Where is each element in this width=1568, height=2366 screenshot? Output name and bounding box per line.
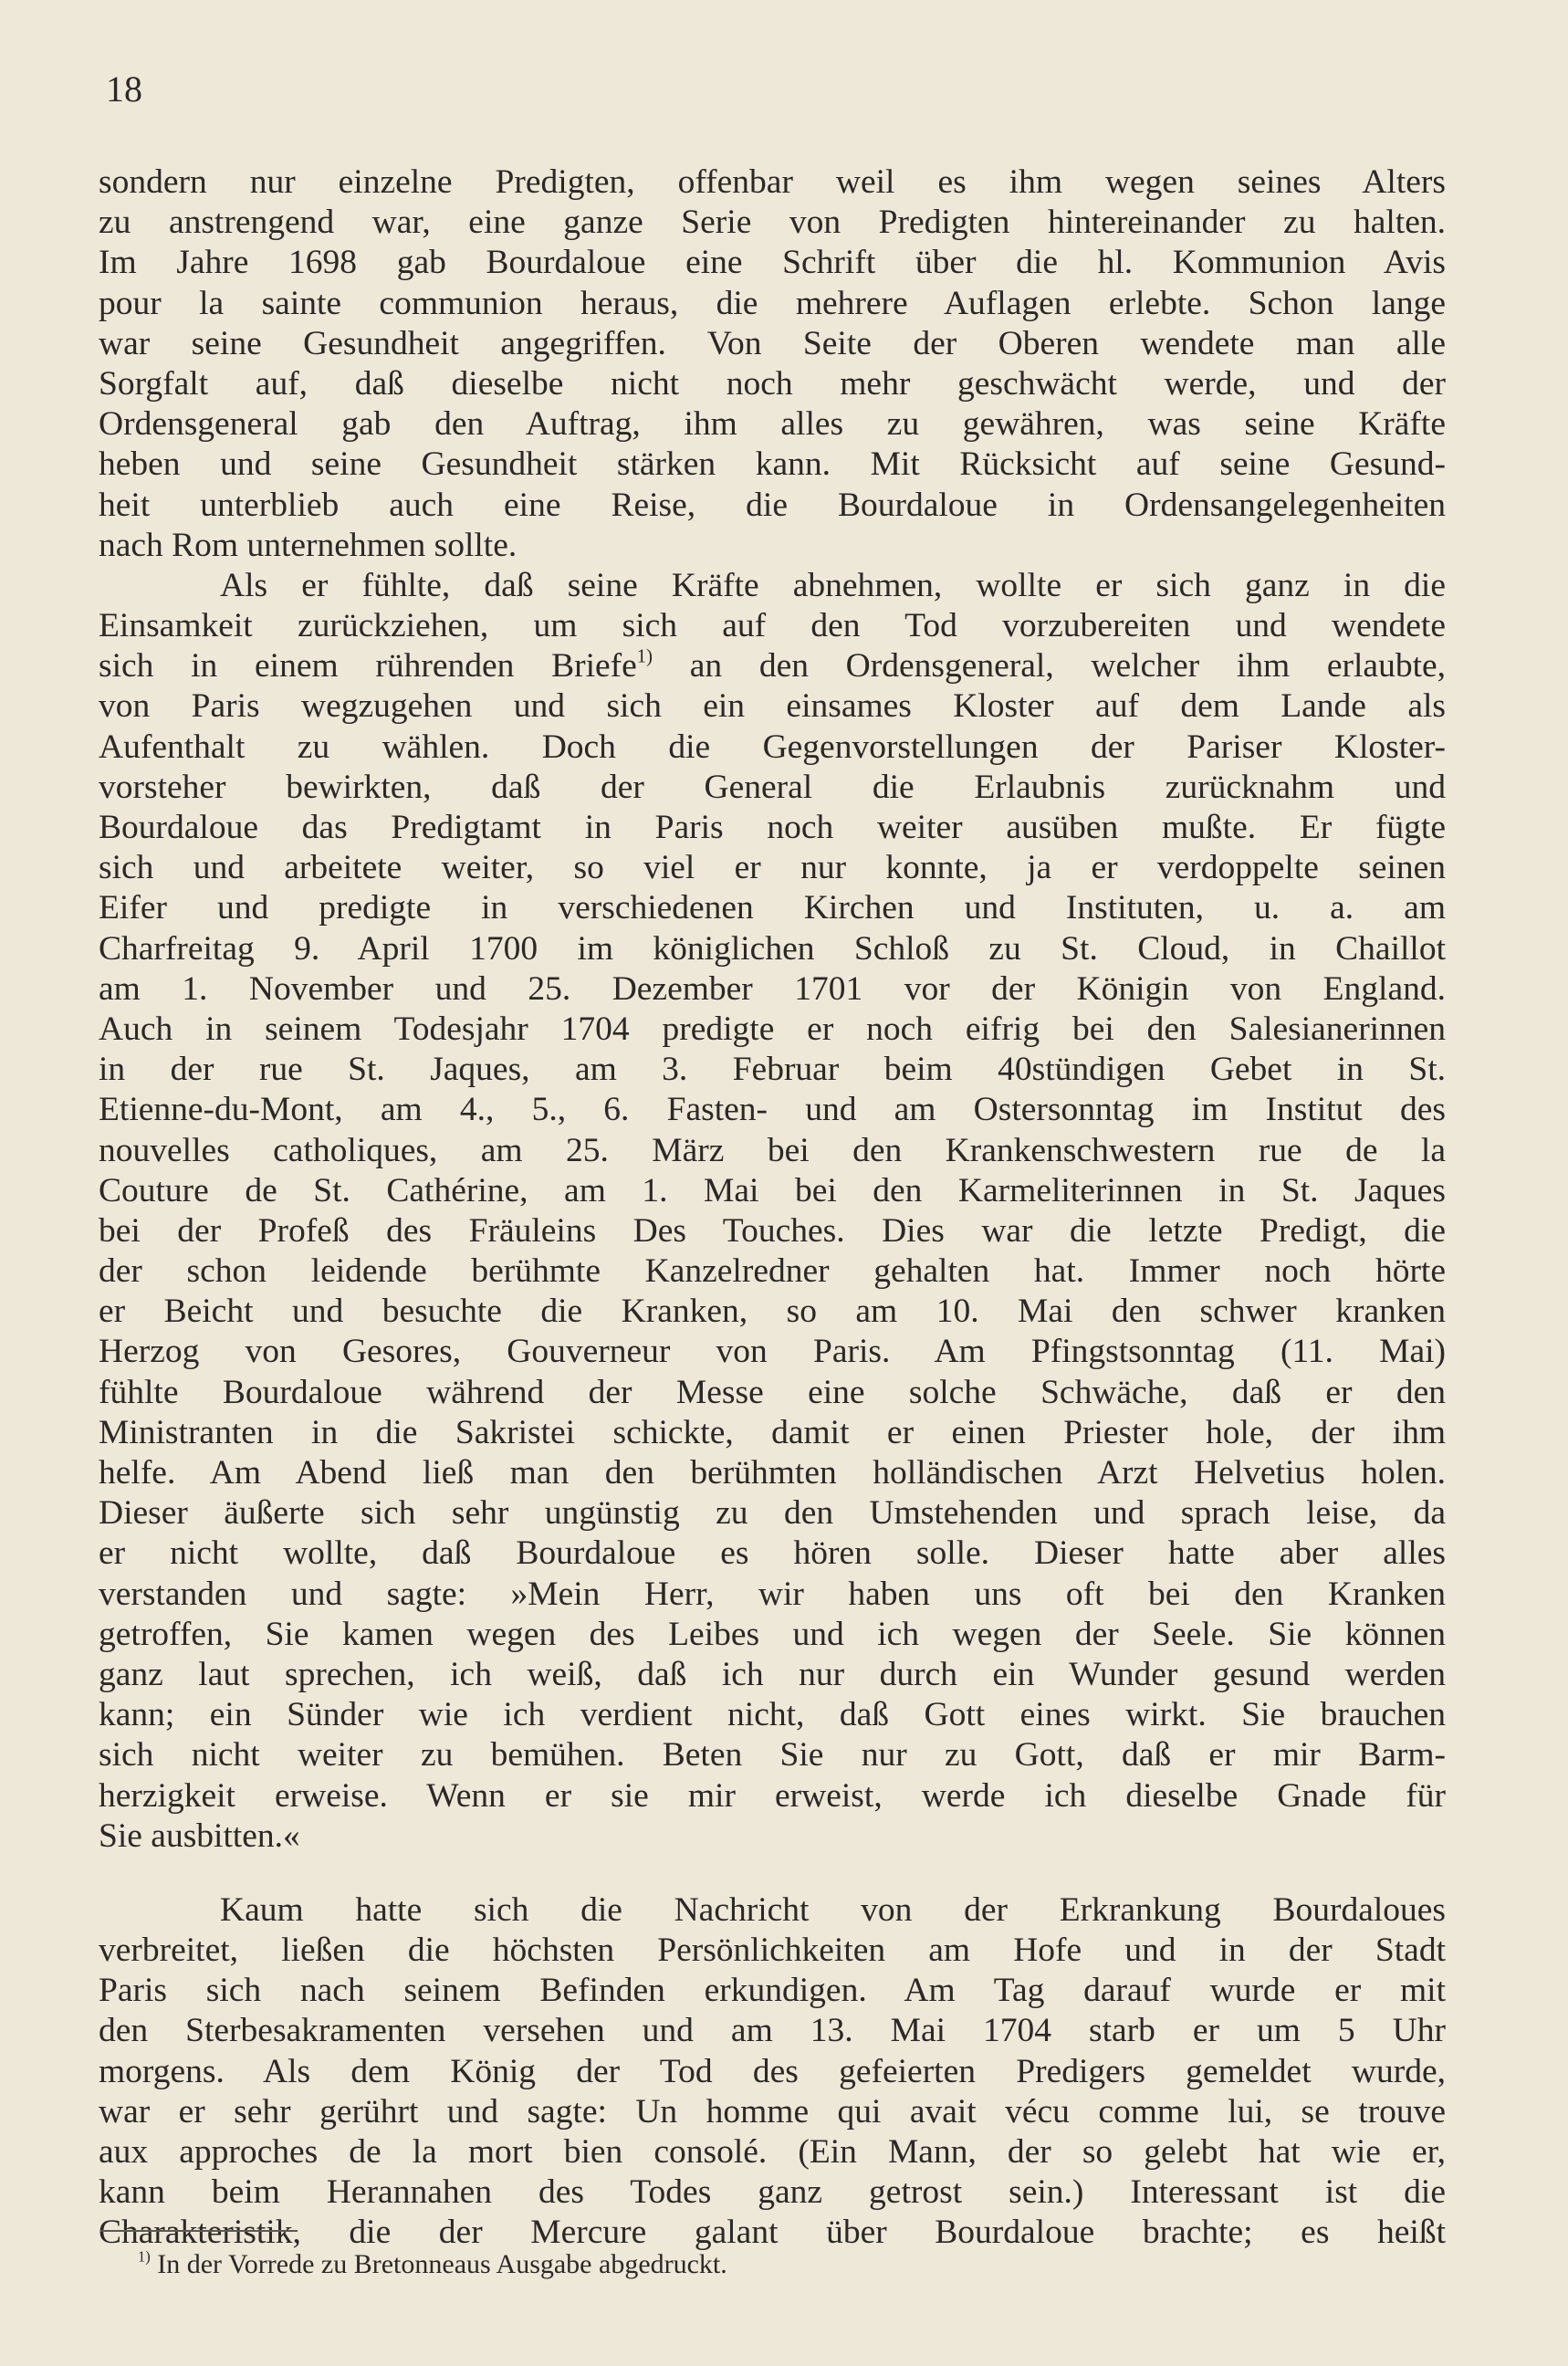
text-line: Charfreitag 9. April 1700 im königlichen Schloß zu St. Cloud, in Chaillot xyxy=(99,929,1446,968)
text-line: Sorgfalt auf, daß dieselbe nicht noch mehr geschwächt werde, und der xyxy=(99,364,1446,403)
text-line: kann; ein Sünder wie ich verdient nicht, daß Gott eines wirkt. Sie brauchen xyxy=(99,1696,1446,1734)
footnote xyxy=(138,2249,727,2279)
page-number: 18 xyxy=(106,68,142,110)
text-line: Herzog von Gesores, Gouverneur von Paris. Am Pfingstsonntag (11. Mai) xyxy=(99,1333,1446,1371)
text-line: vorsteher bewirkten, daß der General die Erlaubnis zurücknahm und xyxy=(99,768,1446,806)
text-line: Eifer und predigte in verschiedenen Kirchen und Instituten, u. a. am xyxy=(99,889,1446,927)
text-line: war seine Gesundheit angegriffen. Von Seite der Oberen wendete man alle xyxy=(99,324,1446,362)
text-line: Dieser äußerte sich sehr ungünstig zu den Umstehenden und sprach leise, da xyxy=(99,1494,1446,1533)
paragraph-gap xyxy=(99,1857,1446,1890)
text-line: verbreitet, ließen die höchsten Persönlichkeiten am Hofe und in der Stadt xyxy=(99,1932,1446,1970)
text-line: ganz laut sprechen, ich weiß, daß ich nur durch ein Wunder gesund werden xyxy=(99,1655,1446,1693)
text-line: Ordensgeneral gab den Auftrag, ihm alles zu gewähren, was seine Kräfte xyxy=(99,405,1446,444)
text-line: nouvelles catholiques, am 25. März bei den Krankenschwestern rue de la xyxy=(99,1131,1446,1169)
main-text xyxy=(99,162,1446,2254)
text-line: heit unterblieb auch eine Reise, die Bourdaloue in Ordensangelegenheiten xyxy=(99,486,1446,524)
text-line: fühlte Bourdaloue während der Messe eine solche Schwäche, daß er den xyxy=(99,1373,1446,1411)
text-line: heben und seine Gesundheit stärken kann. Mit Rücksicht auf seine Gesund- xyxy=(99,445,1446,484)
text-line: zu anstrengend war, eine ganze Serie von Predigten hintereinander zu halten. xyxy=(99,204,1446,242)
footnote-divider xyxy=(100,2230,298,2232)
text-line: Etienne-du-Mont, am 4., 5., 6. Fasten- und am Ostersonntag im Institut des xyxy=(99,1091,1446,1129)
footnote-reference-line xyxy=(99,646,1446,686)
text-line: war er sehr gerührt und sagte: Un homme qui avait vécu comme lui, se trouve xyxy=(99,2092,1446,2130)
text-line: von Paris wegzugehen und sich ein einsames Kloster auf dem Lande als xyxy=(99,687,1446,726)
text-line: nach Rom unternehmen sollte. xyxy=(99,526,517,564)
text-line: am 1. November und 25. Dezember 1701 vor der Königin von England. xyxy=(99,969,1446,1008)
text-line: pour la sainte communion heraus, die mehrere Auflagen erlebte. Schon lange xyxy=(99,284,1446,322)
text-line: morgens. Als dem König der Tod des gefeierten Predigers gemeldet wurde, xyxy=(99,2052,1446,2090)
text-line: verstanden und sagte: »Mein Herr, wir haben uns oft bei den Kranken xyxy=(99,1575,1446,1613)
text-line: bei der Profeß des Fräuleins Des Touches. Dies war die letzte Predigt, die xyxy=(99,1211,1446,1250)
text-line: er Beicht und besuchte die Kranken, so am 10. Mai den schwer kranken xyxy=(99,1293,1446,1331)
footnote-text: In der Vorrede zu Bretonneaus Ausgabe abgedruckt. xyxy=(157,2249,727,2279)
text-line: Sie ausbitten.« xyxy=(99,1816,300,1855)
text-line: Auch in seinem Todesjahr 1704 predigte er noch eifrig bei den Salesianerinnen xyxy=(99,1010,1446,1048)
text-line: Einsamkeit zurückziehen, um sich auf den Tod vorzubereiten und wendete xyxy=(99,607,1446,645)
text-line: kann beim Herannahen des Todes ganz getrost sein.) Interessant ist die xyxy=(99,2173,1446,2212)
text-line: Paris sich nach seinem Befinden erkundigen. Am Tag darauf wurde er mit xyxy=(99,1972,1446,2010)
text-line: sondern nur einzelne Predigten, offenbar weil es ihm wegen seines Alters xyxy=(99,163,1446,201)
paragraph-last-sermons xyxy=(99,566,1446,1857)
text-line: Kaum hatte sich die Nachricht von der Erkrankung Bourdaloues xyxy=(220,1890,1446,1929)
text-line: Charakteristik, die der Mercure galant über Bourdaloue brachte; es heißt xyxy=(99,2214,1446,2252)
text-line: Im Jahre 1698 gab Bourdaloue eine Schrift über die hl. Kommunion Avis xyxy=(99,244,1446,282)
text-line: Bourdaloue das Predigtamt in Paris noch weiter ausüben mußte. Er fügte xyxy=(99,809,1446,846)
text-line: Ministranten in die Sakristei schickte, damit er einen Priester hole, der ihm xyxy=(99,1413,1446,1451)
text-line: sich nicht weiter zu bemühen. Beten Sie nur zu Gott, daß er mir Barm- xyxy=(99,1736,1446,1774)
text-line: getroffen, Sie kamen wegen des Leibes und ich wegen der Seele. Sie können xyxy=(99,1615,1446,1653)
text-line: helfe. Am Abend ließ man den berühmten holländischen Arzt Helvetius holen. xyxy=(99,1454,1446,1492)
text-line: aux approches de la mort bien consolé. (Ein Mann, der so gelebt hat wie er, xyxy=(99,2133,1446,2171)
footnote-reference: 1) xyxy=(636,646,653,667)
text-line: der schon leidende berühmte Kanzelredner gehalten hat. Immer noch hörte xyxy=(99,1252,1446,1291)
text-line: Aufenthalt zu wählen. Doch die Gegenvorstellungen der Pariser Kloster- xyxy=(99,728,1446,766)
text-line-end: an den Ordensgeneral, welcher ihm erlaubte, xyxy=(689,647,1446,686)
text-line: Couture de St. Cathérine, am 1. Mai bei den Karmeliterinnen in St. Jaques xyxy=(99,1171,1446,1209)
text-line: Als er fühlte, daß seine Kräfte abnehmen, wollte er sich ganz in die xyxy=(220,566,1446,604)
text-line-start: sich in einem rührenden Briefe xyxy=(99,647,637,686)
text-line: in der rue St. Jaques, am 3. Februar beim 40stündigen Gebet in St. xyxy=(99,1051,1446,1089)
paragraph-health-and-rome xyxy=(99,162,1446,566)
text-line: herzigkeit erweise. Wenn er sie mir erweist, werde ich dieselbe Gnade für xyxy=(99,1776,1446,1815)
text-line: den Sterbesakramenten versehen und am 13. Mai 1704 starb er um 5 Uhr xyxy=(99,2012,1446,2050)
paragraph-death-and-reaction xyxy=(99,1890,1446,2254)
footnote-marker: 1) xyxy=(138,2247,151,2266)
text-line: er nicht wollte, daß Bourdaloue es hören solle. Dieser hatte aber alles xyxy=(99,1534,1446,1573)
text-line: sich und arbeitete weiter, so viel er nur konnte, ja er verdoppelte seinen xyxy=(99,849,1446,887)
